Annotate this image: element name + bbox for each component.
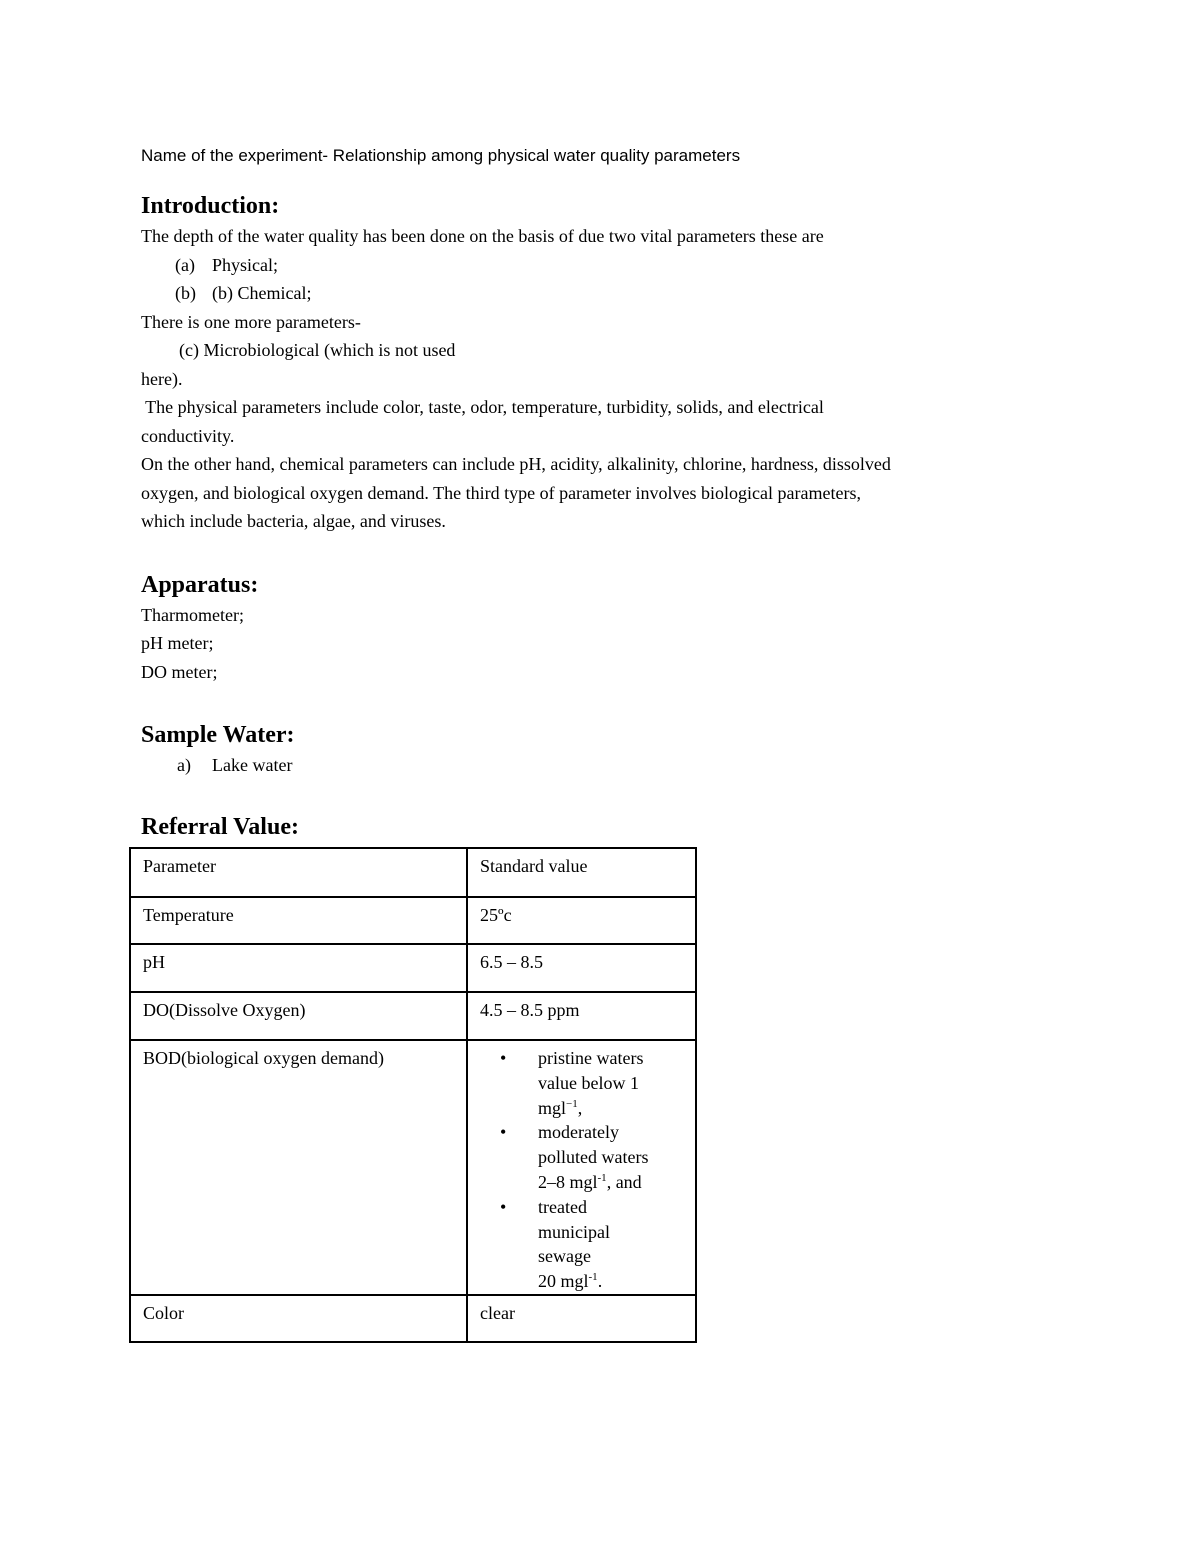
bullet-icon: • <box>500 1122 507 1143</box>
cell-value-bod <box>467 1040 696 1295</box>
experiment-title: Name of the experiment- Relationship among physical water quality parameters <box>141 146 741 165</box>
list-text-chemical: (b) Chemical; <box>212 283 312 303</box>
table-row <box>130 897 696 944</box>
bullet-icon: • <box>500 1196 507 1217</box>
sample-item-label: a) <box>177 755 191 775</box>
bod-superscript: −1 <box>566 1097 578 1110</box>
table-row <box>130 944 696 992</box>
bod-text: . <box>597 1271 603 1292</box>
chemical-params-line-1: On the other hand, chemical parameters can include pH, acidity, alkalinity, chlorine, hardness, dissolved <box>141 454 891 474</box>
cell-parameter-bod: BOD(biological oxygen demand) <box>130 1040 467 1295</box>
sample-item-text: Lake water <box>212 755 293 775</box>
cell-value: 6.5 – 8.5 <box>467 944 696 992</box>
bod-text: pristine waters <box>538 1048 644 1068</box>
bod-text: sewage <box>538 1246 591 1267</box>
bod-text: mgl <box>538 1097 567 1118</box>
introduction-heading: Introduction: <box>141 193 280 219</box>
bullet-icon: • <box>500 1048 507 1068</box>
bod-superscript: -1 <box>588 1271 598 1284</box>
list-item-microbiological: (c) Microbiological (which is not used <box>179 340 456 360</box>
bod-item-pristine <box>468 1046 685 1120</box>
cell-parameter: DO(Dissolve Oxygen) <box>130 992 467 1040</box>
here-line: here). <box>141 368 183 389</box>
list-label-a: (a) <box>175 254 195 275</box>
more-parameters-line: There is one more parameters- <box>141 311 361 332</box>
table-row-bod <box>130 1040 696 1295</box>
bod-text: 20 mgl <box>538 1271 589 1292</box>
header-parameter: Parameter <box>130 848 467 897</box>
header-standard-value: Standard value <box>467 848 696 897</box>
referral-value-table <box>129 847 697 1343</box>
list-item-chemical <box>141 279 1061 308</box>
sample-water-item <box>141 751 1061 780</box>
list-label-b: (b) <box>175 283 196 303</box>
chemical-params-line-3: which include bacteria, algae, and viruses. <box>141 511 446 531</box>
bod-text: polluted waters <box>538 1147 649 1168</box>
apparatus-item-thermometer: Tharmometer; <box>141 604 244 625</box>
bod-text: , and <box>606 1171 642 1192</box>
cell-parameter: pH <box>130 944 467 992</box>
apparatus-heading: Apparatus: <box>141 571 259 598</box>
list-text-physical: Physical; <box>212 254 278 275</box>
cell-parameter: Color <box>130 1295 467 1342</box>
chemical-params-line-2: oxygen, and biological oxygen demand. The third type of parameter involves biological parameters, <box>141 482 861 503</box>
physical-params-line-1: The physical parameters include color, taste, odor, temperature, turbidity, solids, and electrical <box>141 397 824 417</box>
bod-text: value below 1 <box>538 1072 639 1093</box>
sample-water-heading: Sample Water: <box>141 722 295 748</box>
bod-value-list <box>468 1046 685 1294</box>
document-page <box>141 142 1061 843</box>
cell-parameter: Temperature <box>130 897 467 944</box>
cell-value: clear <box>467 1295 696 1342</box>
table-row <box>130 992 696 1040</box>
bod-item-moderate <box>468 1120 685 1194</box>
table-header-row <box>130 848 696 897</box>
bod-text: municipal <box>538 1221 610 1242</box>
list-item-physical <box>141 251 1061 280</box>
referral-value-heading: Referral Value: <box>141 813 299 840</box>
bod-item-treated <box>468 1195 685 1294</box>
bod-superscript: -1 <box>597 1171 607 1184</box>
intro-line-1: The depth of the water quality has been done on the basis of due two vital parameters these are <box>141 226 824 246</box>
bod-text: , <box>577 1097 583 1118</box>
apparatus-item-do-meter: DO meter; <box>141 661 218 682</box>
cell-value: 25ºc <box>467 897 696 944</box>
bod-text: 2–8 mgl <box>538 1171 598 1192</box>
physical-params-line-2: conductivity. <box>141 425 235 446</box>
bod-text: treated <box>538 1196 587 1217</box>
apparatus-item-ph-meter: pH meter; <box>141 633 214 653</box>
table-row <box>130 1295 696 1342</box>
bod-text: moderately <box>538 1122 619 1143</box>
cell-value: 4.5 – 8.5 ppm <box>467 992 696 1040</box>
